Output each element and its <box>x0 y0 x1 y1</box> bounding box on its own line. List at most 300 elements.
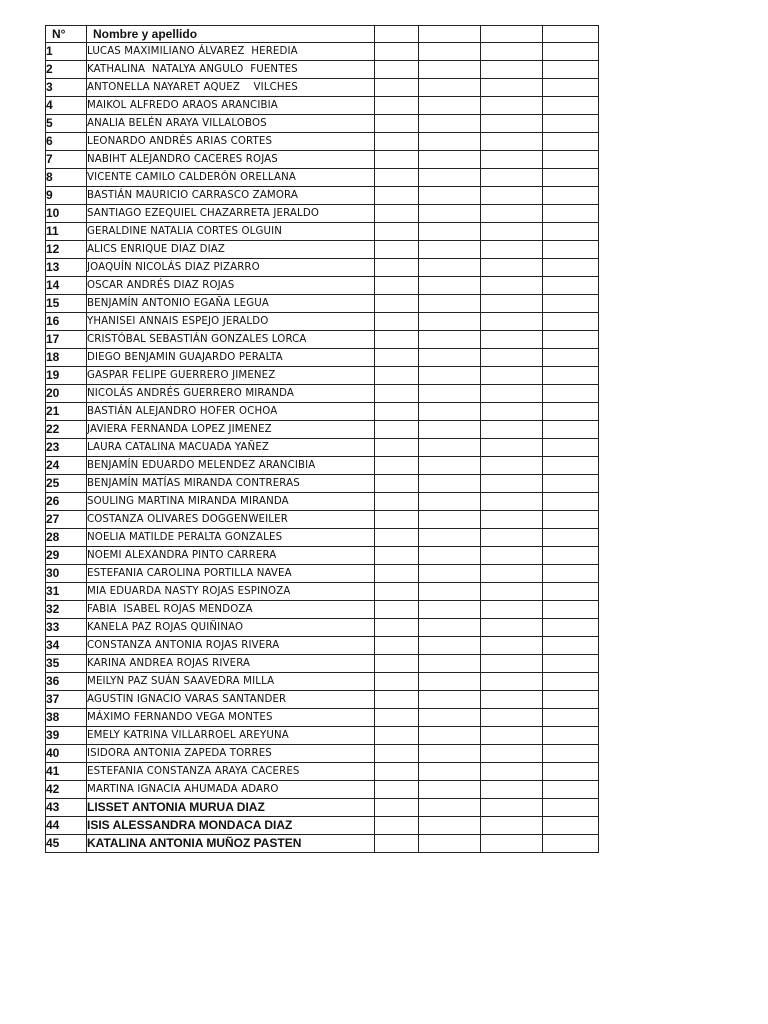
student-name: MEILYN PAZ SUÁN SAAVEDRA MILLA <box>87 673 375 691</box>
student-name: CRISTÓBAL SEBASTIÁN GONZALES LORCA <box>87 331 375 349</box>
student-name: BENJAMÍN ANTONIO EGAÑA LEGUA <box>87 295 375 313</box>
empty-cell <box>543 601 599 619</box>
table-row <box>46 331 599 349</box>
empty-cell <box>375 601 419 619</box>
empty-cell <box>375 511 419 529</box>
empty-cell <box>543 169 599 187</box>
empty-cell <box>481 709 543 727</box>
row-number: 45 <box>46 835 87 853</box>
empty-cell <box>419 799 481 817</box>
row-number: 27 <box>46 511 87 529</box>
empty-cell <box>375 205 419 223</box>
table-row <box>46 385 599 403</box>
empty-cell <box>481 727 543 745</box>
empty-cell <box>375 565 419 583</box>
empty-cell <box>419 781 481 799</box>
empty-cell <box>481 331 543 349</box>
row-number: 41 <box>46 763 87 781</box>
empty-cell <box>419 745 481 763</box>
empty-cell <box>375 583 419 601</box>
empty-cell <box>375 763 419 781</box>
empty-cell <box>543 385 599 403</box>
row-number: 22 <box>46 421 87 439</box>
table-row <box>46 655 599 673</box>
empty-cell <box>419 709 481 727</box>
student-name: NOELIA MATILDE PERALTA GONZALES <box>87 529 375 547</box>
empty-cell <box>543 475 599 493</box>
student-name: BASTIÁN MAURICIO CARRASCO ZAMORA <box>87 187 375 205</box>
table-row <box>46 61 599 79</box>
row-number: 33 <box>46 619 87 637</box>
student-name: ANALIA BELÉN ARAYA VILLALOBOS <box>87 115 375 133</box>
row-number: 4 <box>46 97 87 115</box>
table-row <box>46 115 599 133</box>
table-row <box>46 367 599 385</box>
row-number: 7 <box>46 151 87 169</box>
empty-cell <box>481 385 543 403</box>
empty-cell <box>375 385 419 403</box>
row-number: 6 <box>46 133 87 151</box>
table-row <box>46 619 599 637</box>
header-number: N° <box>46 26 87 43</box>
empty-cell <box>375 133 419 151</box>
empty-cell <box>419 367 481 385</box>
row-number: 3 <box>46 79 87 97</box>
table-row <box>46 457 599 475</box>
row-number: 28 <box>46 529 87 547</box>
row-number: 21 <box>46 403 87 421</box>
student-name: DIEGO BENJAMIN GUAJARDO PERALTA <box>87 349 375 367</box>
table-row <box>46 403 599 421</box>
empty-cell <box>481 673 543 691</box>
empty-cell <box>481 583 543 601</box>
header-blank-1 <box>375 26 419 43</box>
table-row <box>46 511 599 529</box>
table-row <box>46 439 599 457</box>
empty-cell <box>419 187 481 205</box>
row-number: 16 <box>46 313 87 331</box>
row-number: 9 <box>46 187 87 205</box>
row-number: 17 <box>46 331 87 349</box>
empty-cell <box>481 403 543 421</box>
empty-cell <box>543 583 599 601</box>
empty-cell <box>375 691 419 709</box>
empty-cell <box>375 745 419 763</box>
row-number: 35 <box>46 655 87 673</box>
empty-cell <box>543 79 599 97</box>
empty-cell <box>375 313 419 331</box>
row-number: 43 <box>46 799 87 817</box>
empty-cell <box>375 169 419 187</box>
header-name: Nombre y apellido <box>87 26 375 43</box>
empty-cell <box>419 421 481 439</box>
empty-cell <box>543 691 599 709</box>
empty-cell <box>419 655 481 673</box>
empty-cell <box>481 691 543 709</box>
empty-cell <box>375 349 419 367</box>
empty-cell <box>419 619 481 637</box>
empty-cell <box>419 97 481 115</box>
empty-cell <box>543 781 599 799</box>
table-row <box>46 583 599 601</box>
empty-cell <box>375 421 419 439</box>
table-row <box>46 601 599 619</box>
student-name: ISIS ALESSANDRA MONDACA DIAZ <box>87 817 375 835</box>
student-name: COSTANZA OLIVARES DOGGENWEILER <box>87 511 375 529</box>
header-blank-3 <box>481 26 543 43</box>
empty-cell <box>375 151 419 169</box>
empty-cell <box>543 817 599 835</box>
empty-cell <box>543 133 599 151</box>
row-number: 23 <box>46 439 87 457</box>
empty-cell <box>543 745 599 763</box>
table-row <box>46 295 599 313</box>
empty-cell <box>419 673 481 691</box>
student-name: MÁXIMO FERNANDO VEGA MONTES <box>87 709 375 727</box>
empty-cell <box>543 61 599 79</box>
empty-cell <box>419 115 481 133</box>
empty-cell <box>419 511 481 529</box>
empty-cell <box>543 511 599 529</box>
table-row <box>46 781 599 799</box>
empty-cell <box>419 691 481 709</box>
student-name: KATHALINA NATALYA ANGULO FUENTES <box>87 61 375 79</box>
student-name: NABIHT ALEJANDRO CACERES ROJAS <box>87 151 375 169</box>
student-name: KANELA PAZ ROJAS QUIÑINAO <box>87 619 375 637</box>
empty-cell <box>481 187 543 205</box>
row-number: 15 <box>46 295 87 313</box>
empty-cell <box>543 421 599 439</box>
row-number: 1 <box>46 43 87 61</box>
row-number: 19 <box>46 367 87 385</box>
student-name: FABIA ISABEL ROJAS MENDOZA <box>87 601 375 619</box>
empty-cell <box>543 565 599 583</box>
empty-cell <box>543 799 599 817</box>
empty-cell <box>375 727 419 745</box>
table-row <box>46 277 599 295</box>
student-rows <box>46 43 599 853</box>
row-number: 34 <box>46 637 87 655</box>
empty-cell <box>375 637 419 655</box>
empty-cell <box>419 313 481 331</box>
empty-cell <box>481 97 543 115</box>
empty-cell <box>481 511 543 529</box>
table-row <box>46 475 599 493</box>
header-row <box>46 26 599 43</box>
empty-cell <box>481 295 543 313</box>
empty-cell <box>543 619 599 637</box>
empty-cell <box>481 619 543 637</box>
empty-cell <box>419 79 481 97</box>
empty-cell <box>543 349 599 367</box>
empty-cell <box>419 205 481 223</box>
empty-cell <box>419 583 481 601</box>
student-name: GASPAR FELIPE GUERRERO JIMENEZ <box>87 367 375 385</box>
student-name: ESTEFANIA CAROLINA PORTILLA NAVEA <box>87 565 375 583</box>
student-name: EMELY KATRINA VILLARROEL AREYUNA <box>87 727 375 745</box>
empty-cell <box>419 61 481 79</box>
empty-cell <box>419 457 481 475</box>
student-name: GERALDINE NATALIA CORTES OLGUIN <box>87 223 375 241</box>
empty-cell <box>481 763 543 781</box>
empty-cell <box>543 655 599 673</box>
student-list-table <box>45 25 599 853</box>
row-number: 10 <box>46 205 87 223</box>
table-row <box>46 187 599 205</box>
empty-cell <box>481 259 543 277</box>
empty-cell <box>419 565 481 583</box>
empty-cell <box>375 817 419 835</box>
empty-cell <box>481 529 543 547</box>
empty-cell <box>481 493 543 511</box>
empty-cell <box>481 565 543 583</box>
student-name: JAVIERA FERNANDA LOPEZ JIMENEZ <box>87 421 375 439</box>
table-row <box>46 205 599 223</box>
empty-cell <box>419 331 481 349</box>
table-row <box>46 133 599 151</box>
row-number: 11 <box>46 223 87 241</box>
empty-cell <box>543 709 599 727</box>
empty-cell <box>375 43 419 61</box>
empty-cell <box>543 223 599 241</box>
empty-cell <box>419 493 481 511</box>
row-number: 24 <box>46 457 87 475</box>
student-name: BASTIÁN ALEJANDRO HOFER OCHOA <box>87 403 375 421</box>
row-number: 20 <box>46 385 87 403</box>
student-name: BENJAMÍN EDUARDO MELENDEZ ARANCIBIA <box>87 457 375 475</box>
empty-cell <box>375 619 419 637</box>
empty-cell <box>375 781 419 799</box>
empty-cell <box>375 259 419 277</box>
empty-cell <box>419 277 481 295</box>
student-name: ESTEFANIA CONSTANZA ARAYA CACERES <box>87 763 375 781</box>
empty-cell <box>375 799 419 817</box>
empty-cell <box>543 205 599 223</box>
empty-cell <box>543 763 599 781</box>
empty-cell <box>543 367 599 385</box>
empty-cell <box>419 475 481 493</box>
student-name: YHANISEI ANNAIS ESPEJO JERALDO <box>87 313 375 331</box>
row-number: 40 <box>46 745 87 763</box>
student-name: OSCAR ANDRÉS DIAZ ROJAS <box>87 277 375 295</box>
empty-cell <box>419 385 481 403</box>
empty-cell <box>543 439 599 457</box>
row-number: 18 <box>46 349 87 367</box>
student-name: LEONARDO ANDRÉS ARIAS CORTES <box>87 133 375 151</box>
empty-cell <box>419 169 481 187</box>
empty-cell <box>375 79 419 97</box>
empty-cell <box>419 43 481 61</box>
empty-cell <box>481 151 543 169</box>
header-blank-2 <box>419 26 481 43</box>
empty-cell <box>481 835 543 853</box>
table-row <box>46 151 599 169</box>
row-number: 13 <box>46 259 87 277</box>
empty-cell <box>419 151 481 169</box>
empty-cell <box>419 403 481 421</box>
table-row <box>46 673 599 691</box>
table-row <box>46 97 599 115</box>
table-row <box>46 241 599 259</box>
student-name: ANTONELLA NAYARET AQUEZ VILCHES <box>87 79 375 97</box>
empty-cell <box>419 133 481 151</box>
empty-cell <box>481 241 543 259</box>
empty-cell <box>481 547 543 565</box>
empty-cell <box>481 799 543 817</box>
row-number: 2 <box>46 61 87 79</box>
student-name: MIA EDUARDA NASTY ROJAS ESPINOZA <box>87 583 375 601</box>
empty-cell <box>375 493 419 511</box>
empty-cell <box>375 457 419 475</box>
table-row <box>46 349 599 367</box>
empty-cell <box>419 295 481 313</box>
empty-cell <box>375 115 419 133</box>
row-number: 44 <box>46 817 87 835</box>
student-name: VICENTE CAMILO CALDERÓN ORELLANA <box>87 169 375 187</box>
empty-cell <box>543 187 599 205</box>
empty-cell <box>481 637 543 655</box>
row-number: 29 <box>46 547 87 565</box>
student-name: LISSET ANTONIA MURUA DIAZ <box>87 799 375 817</box>
table-row <box>46 799 599 817</box>
empty-cell <box>419 349 481 367</box>
empty-cell <box>375 61 419 79</box>
empty-cell <box>481 277 543 295</box>
empty-cell <box>375 277 419 295</box>
row-number: 5 <box>46 115 87 133</box>
empty-cell <box>543 727 599 745</box>
empty-cell <box>375 403 419 421</box>
empty-cell <box>543 835 599 853</box>
empty-cell <box>375 655 419 673</box>
student-name: NICOLÁS ANDRÉS GUERRERO MIRANDA <box>87 385 375 403</box>
empty-cell <box>419 223 481 241</box>
table-row <box>46 637 599 655</box>
empty-cell <box>481 205 543 223</box>
empty-cell <box>543 637 599 655</box>
table-row <box>46 763 599 781</box>
student-name: SANTIAGO EZEQUIEL CHAZARRETA JERALDO <box>87 205 375 223</box>
table-row <box>46 691 599 709</box>
empty-cell <box>543 97 599 115</box>
empty-cell <box>375 709 419 727</box>
empty-cell <box>481 655 543 673</box>
table-row <box>46 745 599 763</box>
empty-cell <box>375 187 419 205</box>
student-name: BENJAMÍN MATÍAS MIRANDA CONTRERAS <box>87 475 375 493</box>
empty-cell <box>481 79 543 97</box>
empty-cell <box>481 439 543 457</box>
empty-cell <box>481 781 543 799</box>
student-name: ISIDORA ANTONIA ZAPEDA TORRES <box>87 745 375 763</box>
table-row <box>46 43 599 61</box>
row-number: 26 <box>46 493 87 511</box>
empty-cell <box>481 169 543 187</box>
table-row <box>46 727 599 745</box>
row-number: 12 <box>46 241 87 259</box>
table-row <box>46 169 599 187</box>
empty-cell <box>419 763 481 781</box>
row-number: 14 <box>46 277 87 295</box>
row-number: 25 <box>46 475 87 493</box>
empty-cell <box>481 61 543 79</box>
row-number: 8 <box>46 169 87 187</box>
empty-cell <box>543 529 599 547</box>
empty-cell <box>543 259 599 277</box>
empty-cell <box>543 403 599 421</box>
empty-cell <box>375 547 419 565</box>
empty-cell <box>481 475 543 493</box>
student-name: SOULING MARTINA MIRANDA MIRANDA <box>87 493 375 511</box>
row-number: 36 <box>46 673 87 691</box>
empty-cell <box>481 133 543 151</box>
row-number: 31 <box>46 583 87 601</box>
empty-cell <box>481 601 543 619</box>
empty-cell <box>481 745 543 763</box>
row-number: 37 <box>46 691 87 709</box>
empty-cell <box>375 241 419 259</box>
empty-cell <box>543 313 599 331</box>
empty-cell <box>419 817 481 835</box>
row-number: 42 <box>46 781 87 799</box>
student-name: KATALINA ANTONIA MUÑOZ PASTEN <box>87 835 375 853</box>
empty-cell <box>419 547 481 565</box>
row-number: 32 <box>46 601 87 619</box>
empty-cell <box>419 637 481 655</box>
table-row <box>46 817 599 835</box>
empty-cell <box>543 493 599 511</box>
empty-cell <box>375 439 419 457</box>
table-row <box>46 79 599 97</box>
student-name: AGUSTIN IGNACIO VARAS SANTANDER <box>87 691 375 709</box>
table-row <box>46 493 599 511</box>
empty-cell <box>419 727 481 745</box>
student-name: CONSTANZA ANTONIA ROJAS RIVERA <box>87 637 375 655</box>
empty-cell <box>419 241 481 259</box>
student-name: KARINA ANDREA ROJAS RIVERA <box>87 655 375 673</box>
empty-cell <box>419 259 481 277</box>
empty-cell <box>543 115 599 133</box>
empty-cell <box>543 151 599 169</box>
empty-cell <box>481 349 543 367</box>
empty-cell <box>481 421 543 439</box>
row-number: 38 <box>46 709 87 727</box>
table-row <box>46 313 599 331</box>
empty-cell <box>543 331 599 349</box>
empty-cell <box>375 97 419 115</box>
table-row <box>46 709 599 727</box>
empty-cell <box>481 367 543 385</box>
student-name: MARTINA IGNACIA AHUMADA ADARO <box>87 781 375 799</box>
student-name: NOEMI ALEXANDRA PINTO CARRERA <box>87 547 375 565</box>
empty-cell <box>375 475 419 493</box>
empty-cell <box>543 277 599 295</box>
empty-cell <box>375 367 419 385</box>
table-row <box>46 259 599 277</box>
table-row <box>46 565 599 583</box>
student-name: ALICS ENRIQUE DIAZ DIAZ <box>87 241 375 259</box>
empty-cell <box>543 43 599 61</box>
empty-cell <box>419 529 481 547</box>
table-row <box>46 529 599 547</box>
empty-cell <box>543 547 599 565</box>
empty-cell <box>481 817 543 835</box>
empty-cell <box>481 457 543 475</box>
empty-cell <box>375 331 419 349</box>
empty-cell <box>419 835 481 853</box>
empty-cell <box>481 43 543 61</box>
empty-cell <box>481 313 543 331</box>
